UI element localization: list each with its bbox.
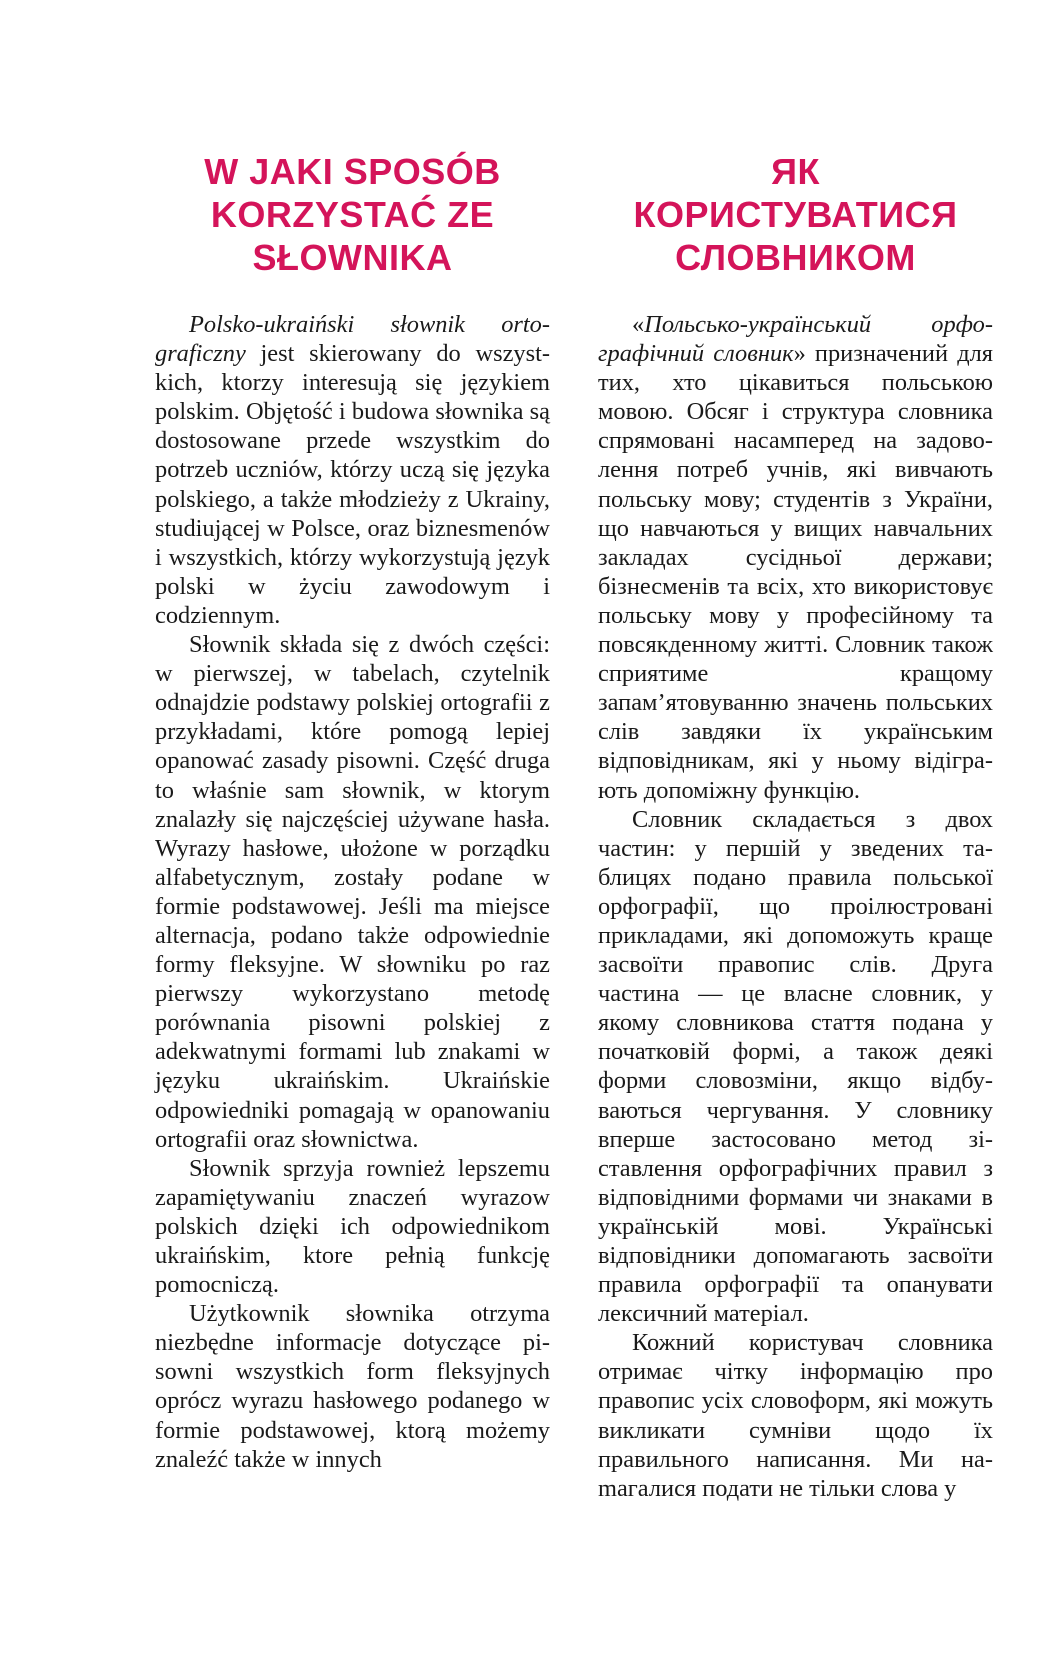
ukrainian-paragraph-1-text: » призначений для тих, хто цікавиться польською мовою. Обсяг і структура словника спрямовані насамперед на задоволення потреб учнів, які вивчають польську мову; студентів з України, що навчаються у вищих навчальних закладах сусідньої держави; бізнесменів та всіх, хто використовує польську мову у професійному та повсякденному житті. Словник також сприятиме кращому запам’ятовуванню значень польських слів завдяки їх українським відповідникам, які у ньому відіграють допоміжну функцію. bbox=[598, 340, 993, 804]
polish-heading-line-1: W JAKI SPOSÓB bbox=[204, 151, 501, 192]
ukrainian-column bbox=[598, 150, 993, 1503]
polish-heading bbox=[155, 150, 550, 310]
polish-column bbox=[155, 150, 550, 1474]
polish-paragraph-1-text: jest skierowany do wszystkich, ktorzy interesują się językiem polskim. Objętość i budowa słownika są dostosowane przede wszystkim do potrzeb uczniów, którzy uczą się języka polskiego, a także młodzieży z Ukrainy, studiującej w Polsce, oraz biznesmenów i wszystkich, którzy wykorzystują język polski w życiu zawodowym i codziennym. bbox=[155, 340, 550, 629]
ukrainian-dictionary-title: Польсько-український орфографічний словник bbox=[598, 311, 993, 368]
polish-dictionary-title: Polsko-ukraiński słownik ortograficzny bbox=[155, 311, 550, 368]
polish-paragraph-1 bbox=[155, 310, 550, 630]
polish-paragraph-3: Słownik sprzyja rowniеż lepszemu zapamiętywaniu znaczeń wyrazow polskich dzięki ich odpowiednikom ukraińskim, ktore pełnią funkcję pomocniczą. bbox=[155, 1154, 550, 1299]
ukrainian-heading bbox=[598, 150, 993, 310]
ukrainian-heading-line-2: КОРИСТУВАТИСЯ bbox=[633, 194, 958, 235]
polish-paragraph-2: Słownik składa się z dwóch części: w pierwszej, w tabelach, czytelnik odnajdzie podstawy polskiej ortografii z przykładami, które pomogą lepiej opanować zasady pisowni. Część druga to właśnie sam słownik, w ktorym znalazły się najczęściej używane hasła. Wyrazy hasłowe, ułożone w porządku alfabetycznym, zostały podane w formie podstawowej. Jeśli ma miejsce alternacja, podano także odpowiednie formy fleksyjne. W słowniku po raz pierwszy wykorzystano metodę porównania pisowni polskiej z adekwatnymi formami lub znakami w języku ukraińskim. Ukraińskie odpowiedniki pomagają w opanowaniu ortografii oraz słownictwa. bbox=[155, 631, 550, 1153]
ukrainian-paragraph-2: Словник складається з двох частин: у першій у зведених таблицях подано правила польської орфографії, що проілюстровані прикладами, які допоможуть краще засвоїти правопис слів. Друга частина — це власне словник, у якому словникова стаття подана у початковій формі, а також деякі форми словозміни, якщо відбуваються чергування. У словнику вперше застосовано метод зіставлення орфографічних правил з відповідними формами чи знаками в українській мові. Українські відповідники допомагають засвоїти правила орфографії та опанувати лексичний матеріал. bbox=[598, 805, 993, 1328]
polish-heading-line-2: KORZYSTAĆ ZE bbox=[210, 194, 495, 235]
ukrainian-open-quote: « bbox=[632, 311, 645, 338]
polish-heading-line-3: SŁOWNIKA bbox=[252, 237, 453, 278]
ukrainian-paragraph-3: Кожний користувач словника отримає чітку інформацію про правопис усіх словоформ, які можуть викликати сумніви щодо їх правильного написання. Ми наmагалися подати не тільки слова у bbox=[598, 1329, 993, 1502]
ukrainian-paragraph-1 bbox=[598, 310, 993, 805]
polish-paragraph-4: Użytkownik słownika otrzyma niezbędne informacje dotyczące pisowni wszystkich form fleksyjnych oprócz wyrazu hasłowego podanego w formie podstawowej, ktorą możemy znaleźć także w innych bbox=[155, 1300, 550, 1473]
ukrainian-heading-line-3: СЛОВНИКОМ bbox=[675, 237, 916, 278]
ukrainian-heading-line-1: ЯК bbox=[771, 151, 820, 192]
